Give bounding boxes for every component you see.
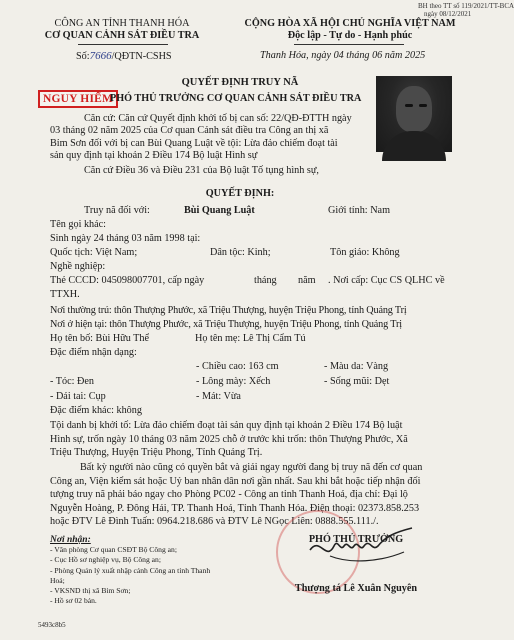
notice-line: Bất kỳ người nào cũng có quyền bắt và giải ngay người đang bị truy nã đến cơ quan bbox=[80, 462, 423, 473]
birth-info: Sinh ngày 24 tháng 03 năm 1998 tại: bbox=[50, 233, 201, 244]
signer-title: PHÓ THỦ TRƯỞNG bbox=[308, 534, 404, 545]
signature bbox=[300, 506, 420, 572]
wanted-label: Truy nã đối với: bbox=[84, 205, 150, 216]
legal-basis bbox=[50, 113, 352, 177]
id-place-cont: TTXH. bbox=[50, 289, 80, 300]
photo-eye-right bbox=[419, 104, 427, 107]
recipient-item: - Văn phòng Cơ quan CSĐT Bộ Công an; bbox=[50, 545, 177, 555]
recipients-heading: Nơi nhận: bbox=[50, 535, 91, 545]
danger-stamp: NGUY HIỂM bbox=[38, 90, 118, 108]
feature-ears: - Dái tai: Cụp bbox=[50, 391, 106, 402]
id-month: tháng bbox=[254, 275, 277, 286]
feature-brows: - Lông mày: Xếch bbox=[196, 376, 271, 387]
notice-line: hoặc ĐTV Lê Đình Tuấn: 0964.218.686 và ĐTV Lê NGọc Liên: 0888.555.111./. bbox=[50, 516, 379, 528]
suspect-photo bbox=[376, 76, 452, 152]
feature-hair: - Tóc: Đen bbox=[50, 376, 94, 387]
form-note bbox=[418, 2, 514, 18]
occupation: Nghề nghiệp: bbox=[50, 261, 106, 272]
feature-nose: - Sống mũi: Dẹt bbox=[324, 376, 390, 387]
registered-address: Nơi thường trú: thôn Thượng Phước, xã Triệu Thượng, huyện Triệu Phong, tỉnh Quảng Trị bbox=[50, 305, 407, 316]
ethnicity: Dân tộc: Kinh; bbox=[210, 247, 271, 258]
issuer-title: PHÓ THỦ TRƯỞNG CƠ QUAN CẢNH SÁT ĐIỀU TRA bbox=[110, 93, 362, 104]
photo-face bbox=[396, 86, 432, 132]
religion: Tôn giáo: Không bbox=[330, 247, 400, 258]
recipient-item: - Hồ sơ 02 bản. bbox=[50, 596, 97, 606]
charge-line: Triệu Thượng, Huyện Triệu Phong, Tỉnh Quảng Trị. bbox=[50, 447, 263, 458]
feature-mouth: - Mát: Vừa bbox=[196, 391, 241, 402]
nationality: Quốc tịch: Việt Nam; bbox=[50, 247, 138, 258]
signer-name: Thượng tá Lê Xuân Nguyên bbox=[294, 583, 418, 594]
alias: Tên gọi khác: bbox=[50, 219, 107, 230]
document-number bbox=[76, 50, 172, 62]
feature-other: Đặc điểm khác: không bbox=[50, 405, 142, 416]
agency-name: CƠ QUAN CẢNH SÁT ĐIỀU TRA bbox=[44, 30, 200, 41]
document-title: QUYẾT ĐỊNH TRUY NÃ bbox=[181, 77, 299, 88]
basis-line: Bỉm Sơn đối với bị can Bùi Quang Luật về tội: Lừa đảo chiếm đoạt tài bbox=[50, 137, 338, 149]
agency-underline bbox=[78, 44, 168, 45]
basis-line: 03 tháng 02 năm 2025 của Cơ quan Cảnh sát điều tra Công an thị xã bbox=[50, 125, 329, 137]
recipient-item: - VKSND thị xã Bỉm Sơn; bbox=[50, 586, 131, 596]
basis-line: Căn cứ: Căn cứ Quyết định khởi tố bị can số: 22/QĐ-ĐTTH ngày bbox=[84, 113, 352, 124]
gender bbox=[328, 205, 390, 216]
notice-line: tượng truy nã phải báo ngay cho Phòng PC02 - Công an tỉnh Thanh Hoá, địa chỉ: Đại lộ bbox=[50, 489, 408, 501]
id-year: năm bbox=[298, 275, 316, 286]
recipient-item: Hoá; bbox=[50, 575, 65, 585]
id-place: . Nơi cấp: Cục CS QLHC về bbox=[328, 275, 445, 286]
recipients bbox=[50, 535, 210, 606]
notice-line: Công an, Viện kiểm sát hoặc Uỷ ban nhân dân nơi gần nhất. Sau khi bắt hoặc tiếp nhận đối bbox=[50, 475, 421, 487]
decision-heading: QUYẾT ĐỊNH: bbox=[205, 188, 275, 199]
gender-label: Giới tính: bbox=[328, 205, 368, 216]
form-note-line1: BH theo TT số 119/2021/TT-BCA bbox=[418, 2, 514, 10]
form-note-line2: ngày 08/12/2021 bbox=[424, 10, 472, 18]
feature-skin: - Màu da: Vàng bbox=[324, 361, 389, 372]
ministry-name: CÔNG AN TỈNH THANH HÓA bbox=[54, 18, 190, 29]
number-prefix: Số: bbox=[76, 51, 90, 62]
number-value: 7666 bbox=[89, 50, 112, 62]
notice-line: Nguyễn Hoàng, P. Đông Hải, TP. Thanh Hoá, Tỉnh Thanh Hóa. Điện thoại: 02373.858.253 bbox=[50, 502, 420, 514]
motto-underline bbox=[294, 44, 404, 45]
agency-header bbox=[24, 18, 220, 42]
photo-shoulders bbox=[382, 131, 446, 161]
id-card: Thẻ CCCD: 045098007701, cấp ngày bbox=[50, 275, 205, 286]
current-address: Nơi ở hiện tại: thôn Thượng Phước, xã Triệu Thượng, huyện Triệu Phong, tỉnh Quảng Trị bbox=[50, 319, 402, 330]
country-name: CỘNG HÒA XÃ HỘI CHỦ NGHĨA VIỆT NAM bbox=[244, 18, 456, 29]
charge-paragraph bbox=[50, 419, 408, 460]
basis-line: Căn cứ Điều 36 và Điều 231 của Bộ luật Tố tụng hình sự, bbox=[84, 164, 319, 176]
features-heading: Đặc điểm nhận dạng: bbox=[50, 347, 137, 358]
feature-height: - Chiều cao: 163 cm bbox=[196, 361, 279, 372]
basis-line: sản quy định tại khoản 2 Điều 174 Bộ luật Hình sự bbox=[50, 150, 258, 162]
father-name: Họ tên bố: Bùi Hữu Thể bbox=[50, 333, 149, 344]
document-code: 5493c8b5 bbox=[38, 621, 66, 629]
charge-line: Tội danh bị khởi tố: Lừa đảo chiếm đoạt tài sản quy định tại khoản 2 Điều 174 Bộ luật bbox=[50, 420, 403, 431]
recipient-item: - Phòng Quản lý xuất nhập cảnh Công an tỉnh Thanh bbox=[50, 565, 211, 575]
wanted-name: Bùi Quang Luật bbox=[184, 205, 255, 216]
gender-value: Nam bbox=[370, 205, 390, 216]
mother-name: Họ tên mẹ: Lê Thị Cẩm Tú bbox=[195, 333, 306, 344]
recipient-item: - Cục Hồ sơ nghiệp vụ, Bộ Công an; bbox=[50, 555, 161, 565]
photo-eye-left bbox=[405, 104, 413, 107]
issue-date: Thanh Hóa, ngày 04 tháng 06 năm 2025 bbox=[260, 50, 426, 61]
number-suffix: /QĐTN-CSHS bbox=[111, 51, 172, 62]
motto: Độc lập - Tự do - Hạnh phúc bbox=[287, 30, 413, 41]
charge-line: Hình sự, trốn ngày 10 tháng 03 năm 2025 chỗ ở trước khi trốn: thôn Thượng Phước, Xã bbox=[50, 433, 408, 445]
national-header bbox=[226, 18, 474, 42]
